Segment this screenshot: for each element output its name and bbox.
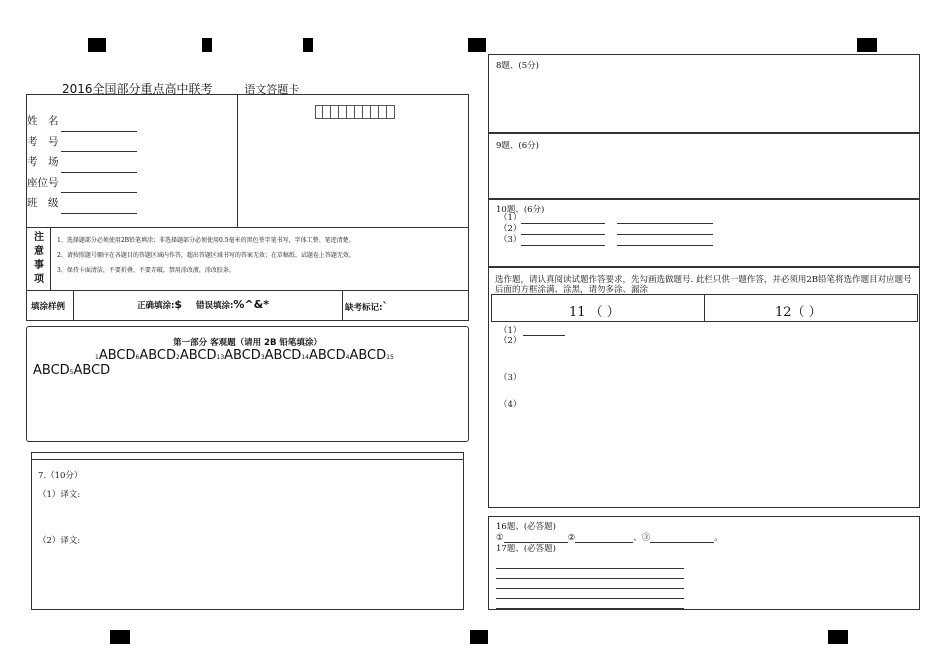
q10-answer-box <box>488 199 920 267</box>
exam-number-boxes[interactable] <box>315 105 395 119</box>
part1-objective-box <box>26 326 469 442</box>
field-class[interactable]: 班 级 <box>27 193 137 214</box>
q10-line-3[interactable]: （3） <box>499 235 713 246</box>
elective-line-1[interactable]: （1） <box>499 324 565 334</box>
notice-text: 1、选择题部分必须使用2B铅笔填涂；非选择题部分必须使用0.5毫米的黑色签字笔书写，字体工整、笔迹清楚。 2、请按照题号顺序在各题目的答题区域内作答，超出答题区域书写的答案无效；在草稿纸、试题卷上答题无效。 3、保持卡面清洁，不要折叠、不要弄破，禁用涂改液，涂改胶条。 <box>57 237 355 274</box>
q7-item1[interactable]: （1）译文: <box>38 490 81 500</box>
correct-fill-sample: 正确填涂:$ 错误填涂:%^&* <box>137 298 269 311</box>
elective-instruction: 选作题，请认真阅读试题作答要求，先勾画选做题号. 此栏只供一题作答，并必须用2B铅笔将选作题目对应题号后面的方框涂满、涂黑，请勿多涂、漏涂 <box>495 275 912 295</box>
elective-option-12[interactable]: 12（ ） <box>775 305 822 320</box>
timing-mark <box>468 38 486 52</box>
timing-mark <box>88 38 106 52</box>
elective-line-2[interactable]: （2） <box>499 336 522 346</box>
q7-title: 7.（10分） <box>38 471 83 481</box>
timing-mark <box>857 38 877 52</box>
absent-mark[interactable]: 缺考标记:` <box>345 300 388 313</box>
q7-answer-box <box>31 452 464 610</box>
elective-answer-box <box>488 267 920 508</box>
student-info-box <box>26 94 469 321</box>
q8-title: 8题、(5分) <box>496 61 539 71</box>
field-seat-number[interactable]: 座位号 <box>27 173 137 194</box>
timing-mark <box>303 38 313 52</box>
page-subtitle: 语文答题卡 <box>244 83 300 96</box>
page-title: 2016全国部分重点高中联考 <box>62 82 213 96</box>
part1-answers[interactable]: 1ABCD6ABCD2ABCD13ABCD3ABCD14ABCD4ABCD15 ABCD5ABCD <box>33 348 394 378</box>
q9-answer-box[interactable] <box>488 133 920 199</box>
q7-item2[interactable]: （2）译文: <box>38 536 81 546</box>
timing-mark <box>202 38 212 52</box>
q10-title: 10题、(6分) <box>496 205 545 215</box>
q10-line-1[interactable]: （1） <box>499 213 713 224</box>
field-exam-room[interactable]: 考 场 <box>27 152 137 173</box>
timing-mark <box>828 630 848 644</box>
q16-blanks[interactable]: ① ② 、③ 。 <box>496 533 723 543</box>
q17-title: 17题、(必答题) <box>496 544 556 554</box>
q16-title: 16题、(必答题) <box>496 522 556 532</box>
q9-title: 9题、(6分) <box>496 141 539 151</box>
sample-label: 填涂样例 <box>31 302 66 312</box>
elective-line-4[interactable]: （4） <box>499 400 522 410</box>
q8-answer-box[interactable] <box>488 54 920 133</box>
elective-line-3[interactable]: （3） <box>499 373 522 383</box>
q16-q17-answer-box <box>488 516 920 610</box>
field-name[interactable]: 姓 名 <box>27 111 137 132</box>
q10-line-2[interactable]: （2） <box>499 224 713 235</box>
q17-answer-lines[interactable] <box>496 561 684 609</box>
field-exam-number[interactable]: 考 号 <box>27 132 137 153</box>
elective-option-11[interactable]: 11 （ ） <box>569 305 620 320</box>
timing-mark <box>110 630 130 644</box>
notice-label: 注 意 事 项 <box>34 232 44 285</box>
part1-title: 第一部分 客观题（请用 2B 铅笔填涂） <box>173 338 322 348</box>
timing-mark <box>470 630 488 644</box>
